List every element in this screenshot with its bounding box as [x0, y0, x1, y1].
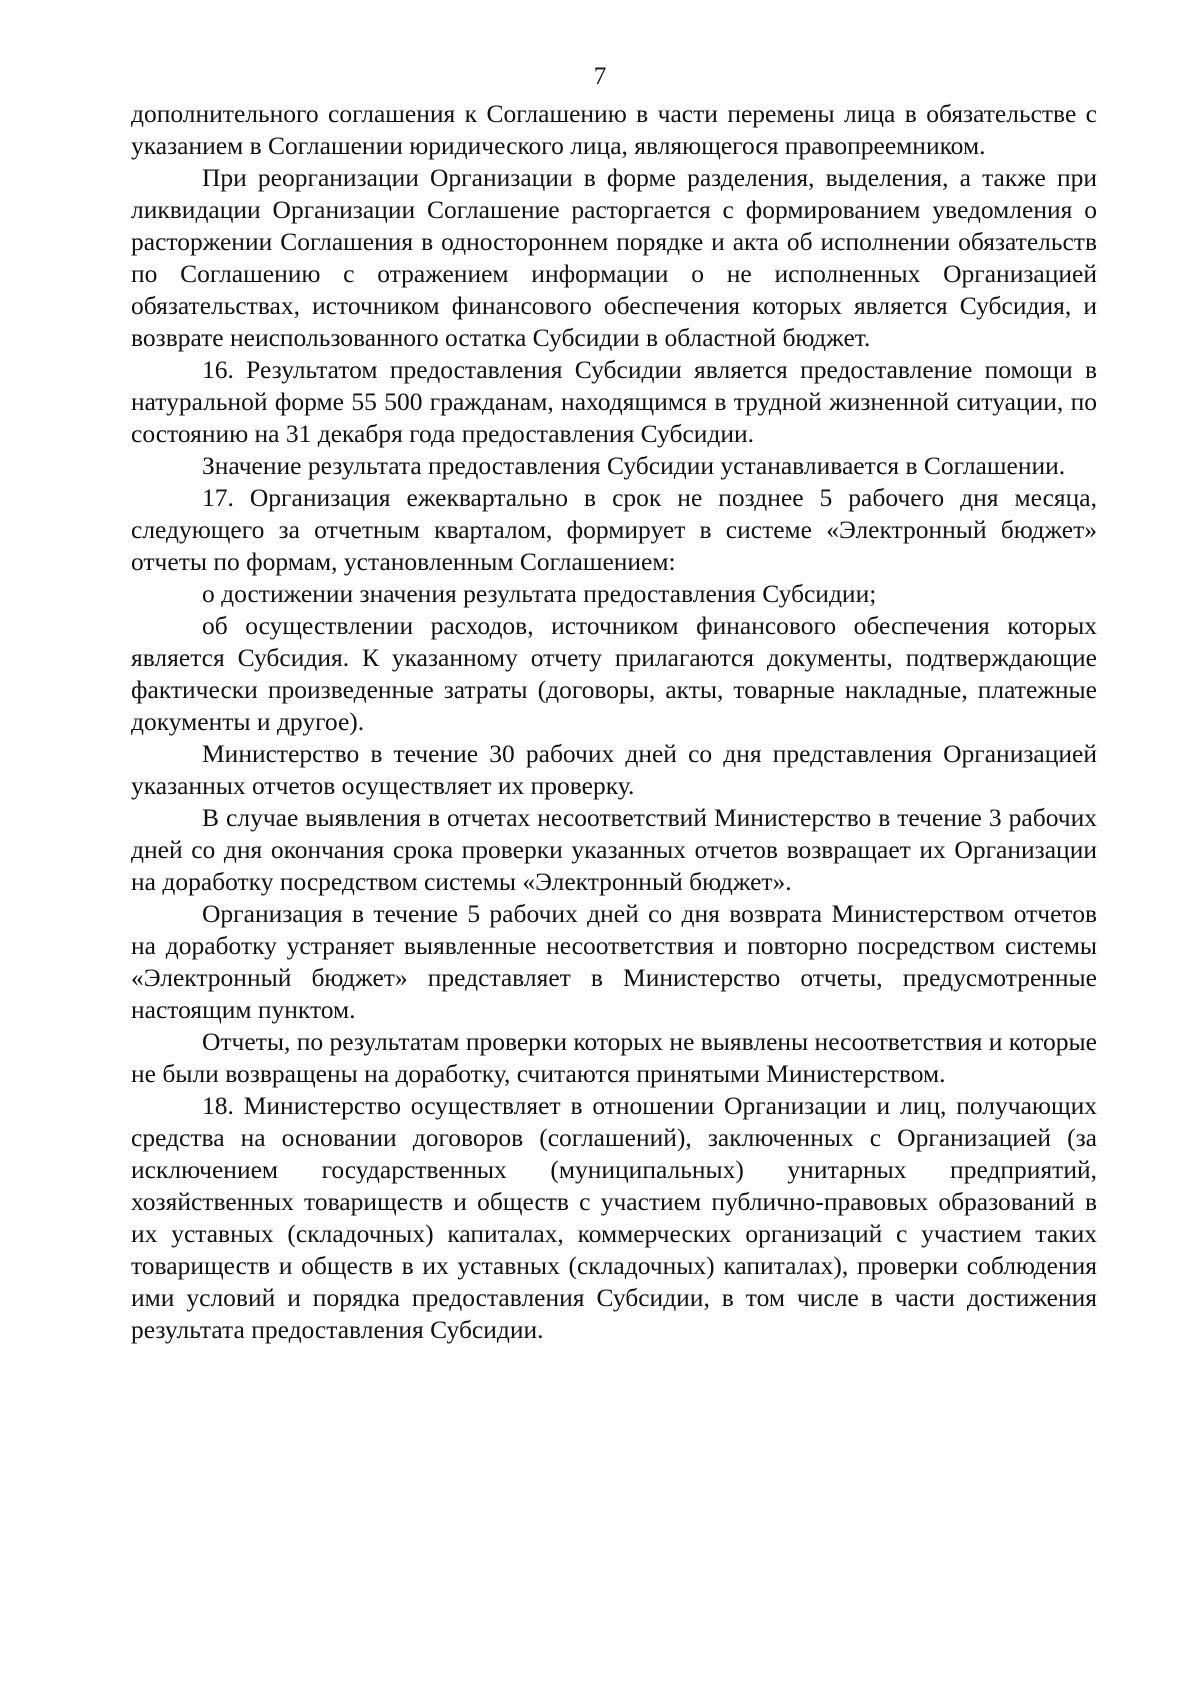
paragraph-rework: Организация в течение 5 рабочих дней со дня возврата Министерством отчетов на доработку устраняет выявленные несоответствия и повторно посредством системы «Электронный бюджет» представляет в Министерство отчеты, предусмотренные настоящим пунктом.: [131, 899, 1097, 1024]
paragraph-ministry-check: Министерство в течение 30 рабочих дней со дня представления Организацией указанных отчетов осуществляет их проверку.: [131, 739, 1097, 800]
paragraph-result-value: Значение результата предоставления Субсидии устанавливается в Соглашении.: [202, 451, 1066, 480]
paragraph-item-16: 16. Результатом предоставления Субсидии является предоставление помощи в натуральной форме 55 500 гражданам, находящимся в трудной жизненной ситуации, по состоянию на 31 декабря года предоставления Субсидии.: [131, 355, 1097, 448]
paragraph-item-17: 17. Организация ежеквартально в срок не позднее 5 рабочего дня месяца, следующего за отчетным кварталом, формирует в системе «Электронный бюджет» отчеты по формам, установленным Соглашением:: [131, 483, 1097, 576]
paragraph-continuation: дополнительного соглашения к Соглашению в части перемены лица в обязательстве с указанием в Соглашении юридического лица, являющегося правопреемником.: [131, 99, 1097, 160]
page-number: 7: [593, 63, 607, 90]
paragraph-inconsistencies: В случае выявления в отчетах несоответствий Министерство в течение 3 рабочих дней со дня окончания срока проверки указанных отчетов возвращает их Организации на доработку посредством системы «Электронный бюджет».: [131, 803, 1097, 896]
paragraph-accepted-reports: Отчеты, по результатам проверки которых не выявлены несоответствия и которые не были возвращены на доработку, считаются принятыми Министерством.: [131, 1027, 1097, 1088]
paragraph-report-expenses: об осуществлении расходов, источником финансового обеспечения которых является Субсидия. К указанному отчету прилагаются документы, подтверждающие фактически произведенные затраты (договоры, акты, товарные накладные, платежные документы и другое).: [131, 611, 1097, 736]
paragraph-reorganization: При реорганизации Организации в форме разделения, выделения, а также при ликвидации Организации Соглашение расторгается с формированием уведомления о расторжении Соглашения в одностороннем порядке и акта об исполнении обязательств по Соглашению с отражением информации о не исполненных Организацией обязательствах, источником финансового обеспечения которых является Субсидия, и возврате неиспользованного остатка Субсидии в областной бюджет.: [131, 163, 1097, 352]
document-body: [131, 98, 1097, 1346]
paragraph-report-achievement: о достижении значения результата предоставления Субсидии;: [202, 579, 877, 608]
paragraph-item-18: 18. Министерство осуществляет в отношении Организации и лиц, получающих средства на основании договоров (соглашений), заключенных с Организацией (за исключением государственных (муниципальных) унитарных предприятий, хозяйственных товариществ и обществ с участием публично-правовых образований в их уставных (складочных) капиталах, коммерческих организаций с участием таких товариществ и обществ в их уставных (складочных) капиталах), проверки соблюдения ими условий и порядка предоставления Субсидии, в том числе в части достижения результата предоставления Субсидии.: [131, 1091, 1097, 1344]
